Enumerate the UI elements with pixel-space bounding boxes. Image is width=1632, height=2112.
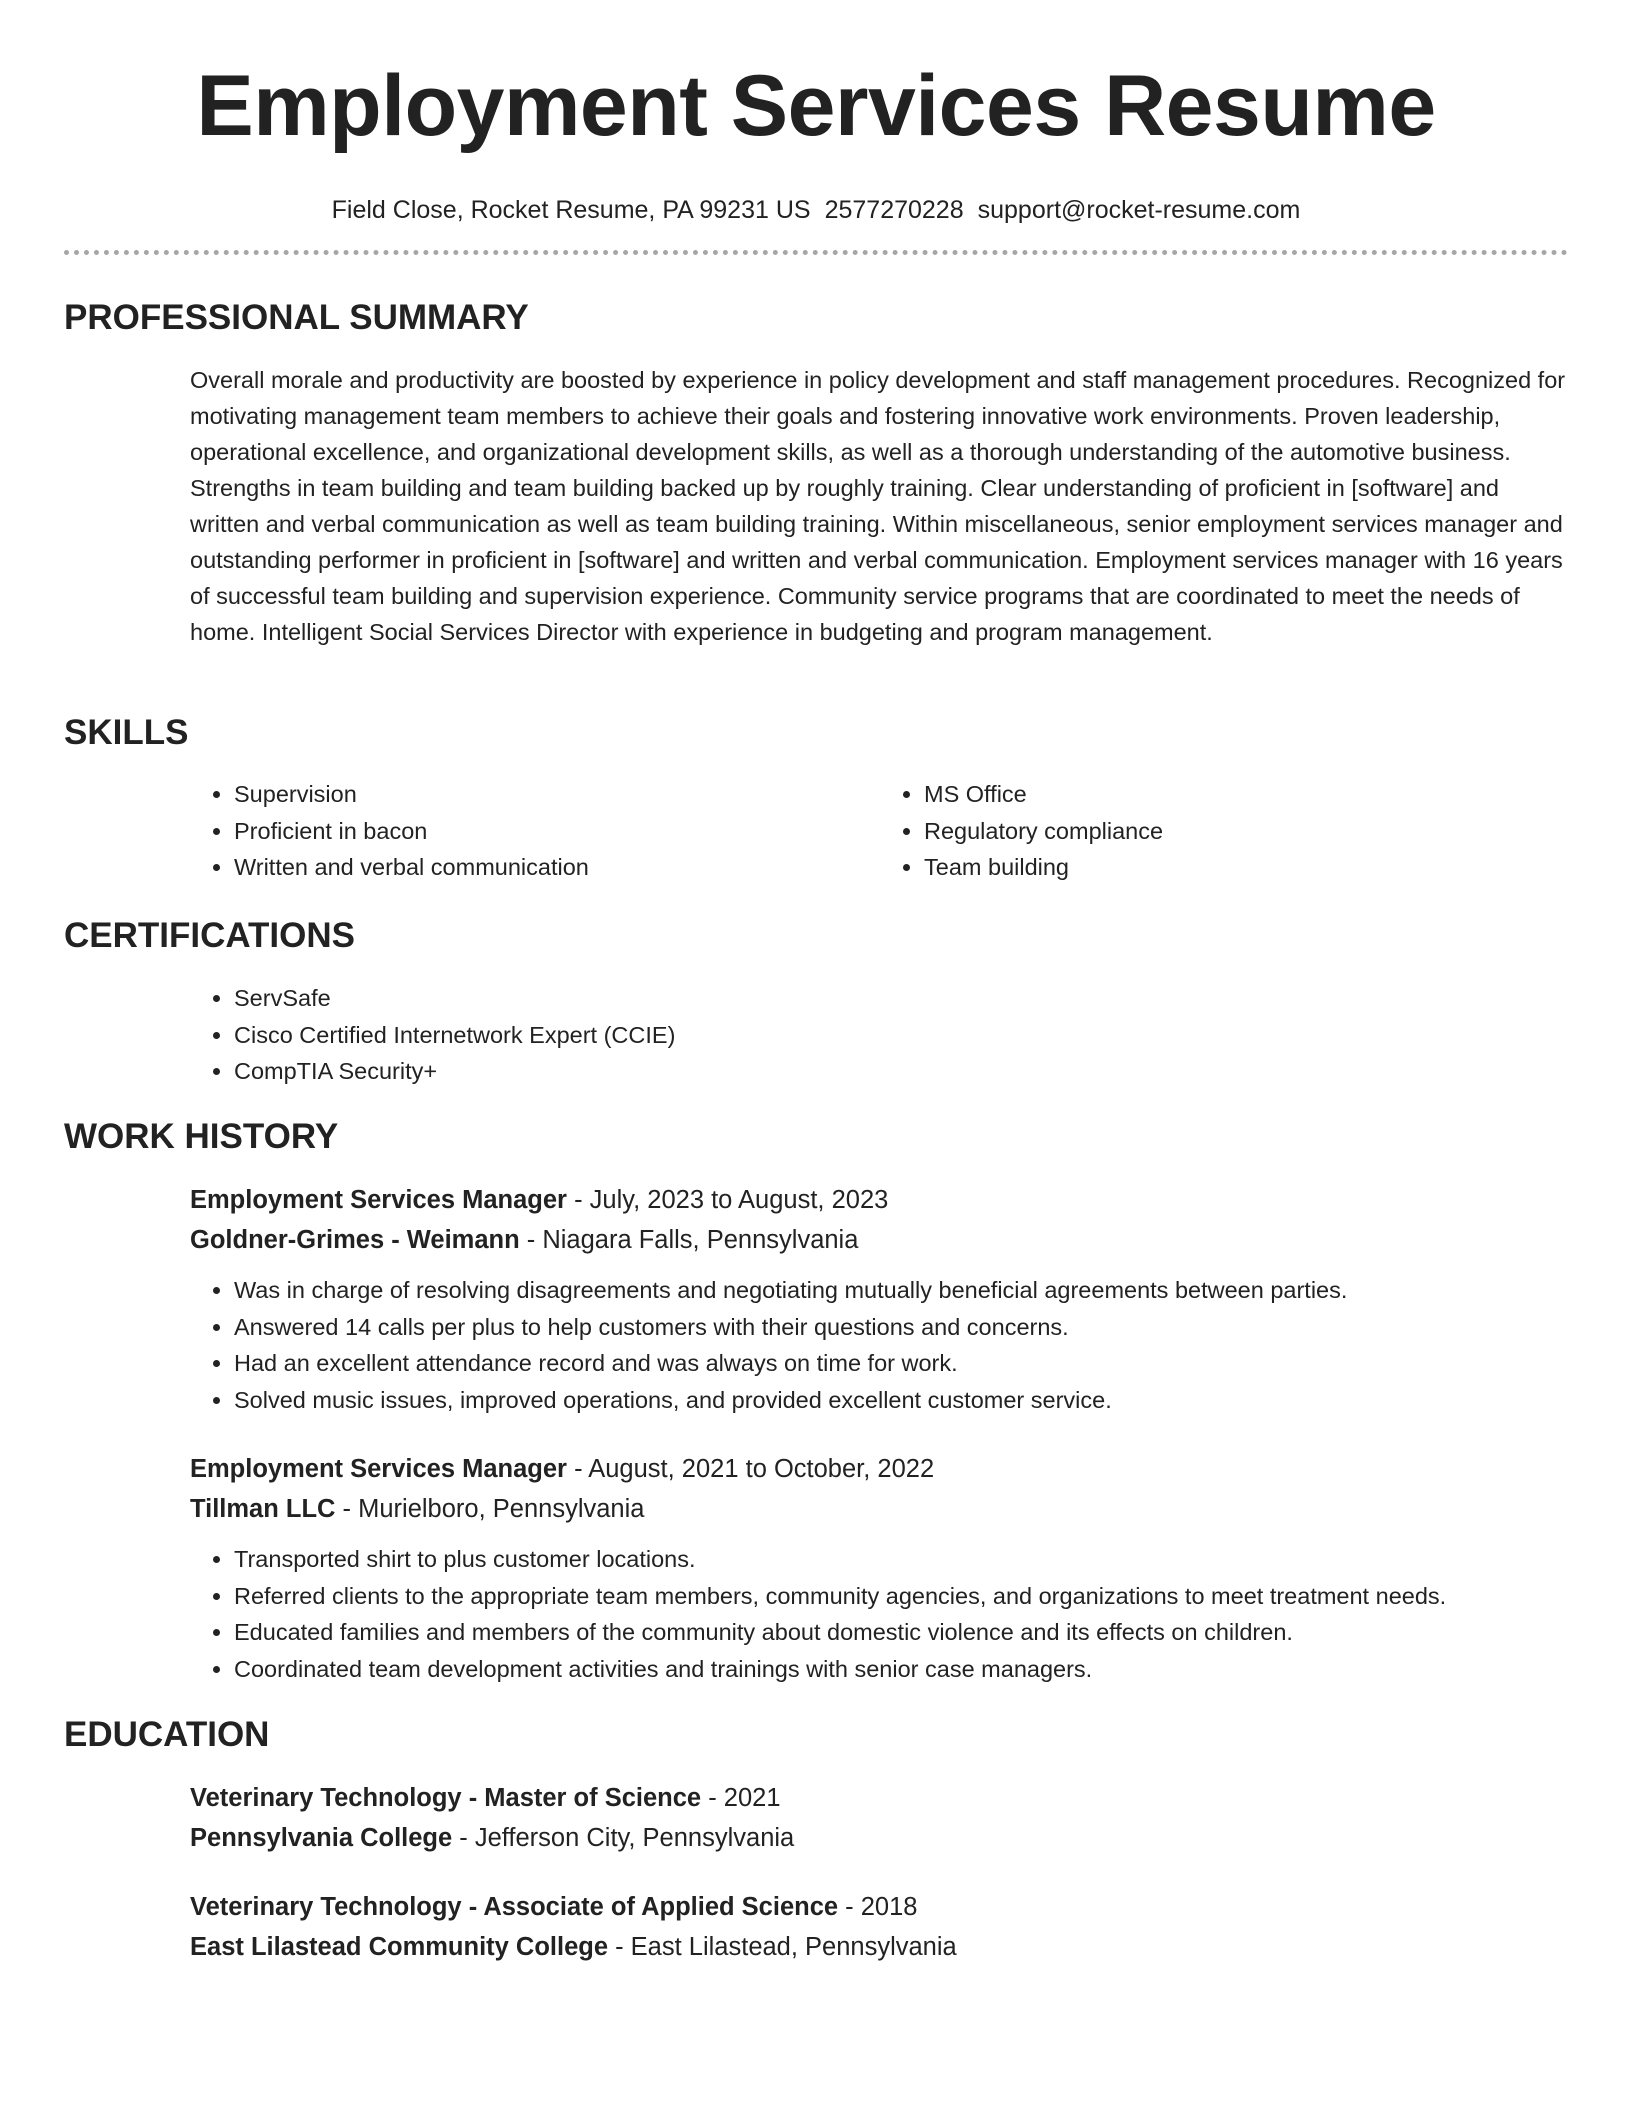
list-item: • MS Office [924, 776, 1570, 813]
work-history-heading: WORK HISTORY [64, 1117, 339, 1156]
degree-line [190, 1887, 1570, 1927]
education-entry [190, 1887, 1570, 1967]
school-location: - Jefferson City, Pennsylvania [452, 1824, 795, 1852]
school-line [190, 1818, 1570, 1858]
certifications-block [190, 980, 1570, 1090]
job-title-line [190, 1449, 1570, 1489]
contact-email: support@rocket-resume.com [977, 196, 1301, 224]
header-divider [64, 250, 1568, 255]
job-entry [190, 1449, 1570, 1687]
list-item: • Written and verbal communication [234, 849, 880, 886]
skills-column-right [880, 776, 1570, 886]
education-entry [190, 1778, 1570, 1858]
school-location: - East Lilastead, Pennsylvania [608, 1933, 957, 1961]
job-location: - Murielboro, Pennsylvania [335, 1495, 645, 1523]
list-item: • Regulatory compliance [924, 813, 1570, 850]
list-item: • Solved music issues, improved operations, and provided excellent customer service. [234, 1382, 1570, 1419]
job-company: Tillman LLC [190, 1495, 336, 1523]
degree-year: - 2018 [838, 1893, 918, 1921]
list-item: • Coordinated team development activities and trainings with senior case managers. [234, 1651, 1570, 1688]
skills-heading: SKILLS [64, 713, 189, 752]
skills-list [190, 776, 1570, 886]
degree: Veterinary Technology - Master of Science [190, 1784, 702, 1812]
certifications-heading: CERTIFICATIONS [64, 916, 356, 955]
job-company-line [190, 1489, 1570, 1529]
degree-year: - 2021 [701, 1784, 781, 1812]
job-dates: - July, 2023 to August, 2023 [566, 1186, 889, 1214]
list-item: • Referred clients to the appropriate team members, community agencies, and organizations to meet treatment needs. [234, 1578, 1570, 1615]
job-location: - Niagara Falls, Pennsylvania [519, 1226, 859, 1254]
job-title-line [190, 1180, 1570, 1220]
summary-block [190, 362, 1570, 650]
list-item: • Proficient in bacon [234, 813, 880, 850]
school-line [190, 1927, 1570, 1967]
certifications-list [190, 980, 1570, 1090]
job-title: Employment Services Manager [190, 1186, 567, 1214]
list-item: • Cisco Certified Internetwork Expert (CCIE) [234, 1017, 1570, 1054]
school: East Lilastead Community College [190, 1933, 609, 1961]
job-title: Employment Services Manager [190, 1455, 567, 1483]
job-dates: - August, 2021 to October, 2022 [566, 1455, 935, 1483]
education-heading: EDUCATION [64, 1715, 270, 1754]
list-item: • Team building [924, 849, 1570, 886]
list-item: • Supervision [234, 776, 880, 813]
job-bullets [190, 1541, 1570, 1687]
summary-heading: PROFESSIONAL SUMMARY [64, 298, 529, 337]
job-entry [190, 1180, 1570, 1418]
resume-title: Employment Services Resume [196, 58, 1436, 154]
contact-line [0, 194, 1632, 226]
degree-line [190, 1778, 1570, 1818]
job-company: Goldner-Grimes - Weimann [190, 1226, 520, 1254]
school: Pennsylvania College [190, 1824, 453, 1852]
resume-header [0, 0, 1632, 226]
contact-address: Field Close, Rocket Resume, PA 99231 US [331, 196, 811, 224]
contact-phone: 2577270228 [824, 196, 964, 224]
list-item: • Answered 14 calls per plus to help customers with their questions and concerns. [234, 1309, 1570, 1346]
list-item: • CompTIA Security+ [234, 1053, 1570, 1090]
list-item: • Transported shirt to plus customer locations. [234, 1541, 1570, 1578]
list-item: • ServSafe [234, 980, 1570, 1017]
summary-text: Overall morale and productivity are boosted by experience in policy development and staff management procedures. Recognized for motivating management team members to achieve their goals and fostering innovative work environments. Proven leadership, operational excellence, and organizational development skills, as well as a thorough understanding of the automotive business. Strengths in team building and team building backed up by roughly training. Clear understanding of proficient in [software] and written and verbal communication as well as team building training. Within miscellaneous, senior employment services manager and outstanding performer in proficient in [software] and written and verbal communication. Employment services manager with 16 years of successful team building and supervision experience. Community service programs that are coordinated to meet the needs of home. Intelligent Social Services Director with experience in budgeting and program management. [190, 367, 1566, 645]
job-bullets [190, 1272, 1570, 1418]
list-item: • Educated families and members of the community about domestic violence and its effects on children. [234, 1614, 1570, 1651]
skills-column-left [190, 776, 880, 886]
list-item: • Was in charge of resolving disagreements and negotiating mutually beneficial agreements between parties. [234, 1272, 1570, 1309]
list-item: • Had an excellent attendance record and was always on time for work. [234, 1345, 1570, 1382]
job-company-line [190, 1220, 1570, 1260]
degree: Veterinary Technology - Associate of Applied Science [190, 1893, 839, 1921]
